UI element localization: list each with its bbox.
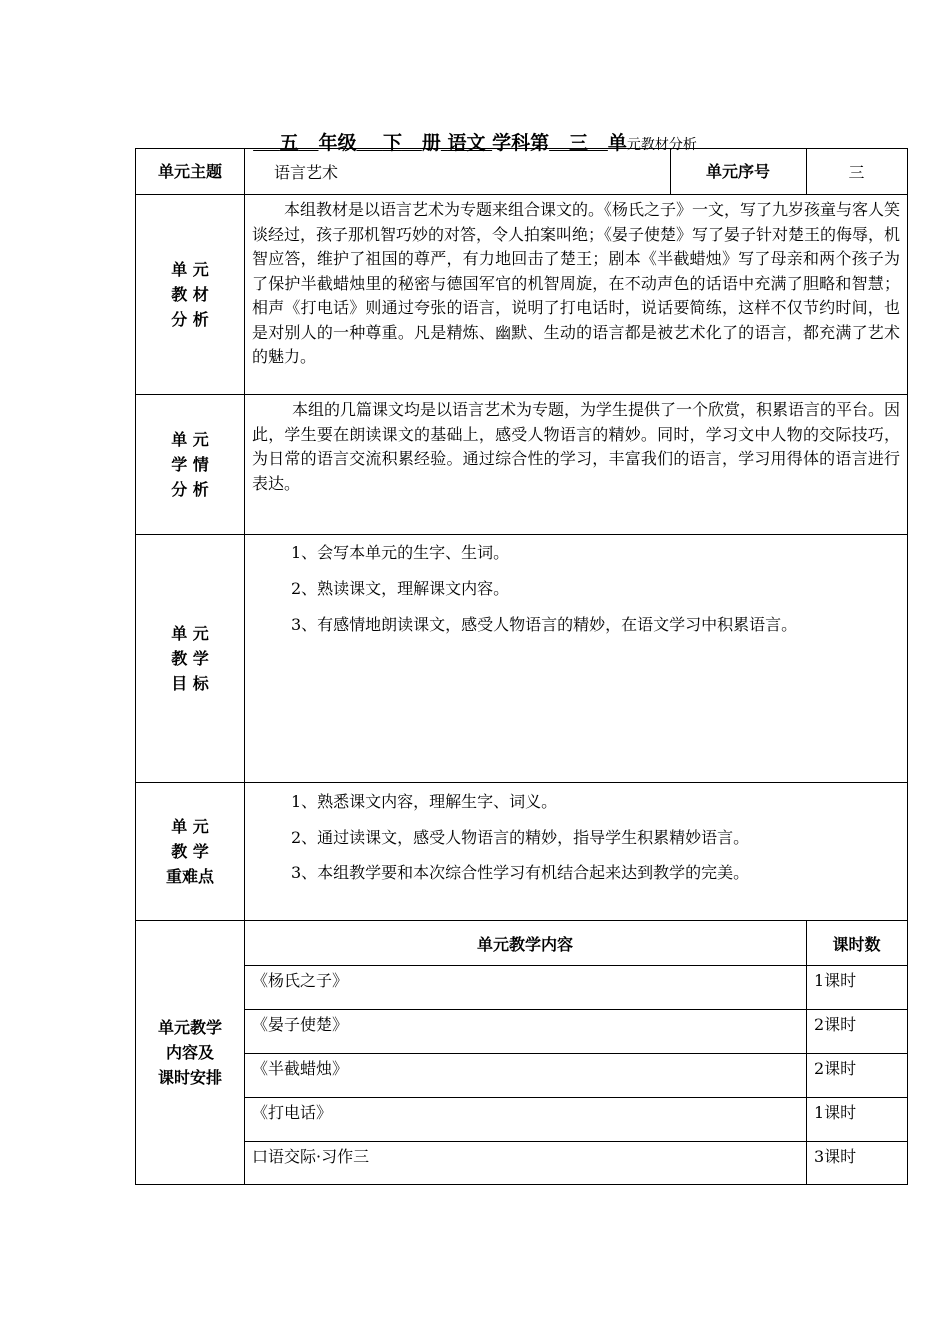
unit-seq-label: 单元序号 bbox=[705, 162, 770, 181]
schedule-content-header: 单元教学内容 bbox=[476, 935, 573, 954]
student-analysis-text: 本组的几篇课文均是以语言艺术为专题，为学生提供了一个欣赏，积累语言的平台。因此，学生要在朗读课文的基础上，感受人物语言的精妙。同时，学习文中人物的交际技巧，为日常的语言交流积累经验。通过综合性的学习，丰富我们的语言，学习用得体的语言进行表达。 bbox=[252, 400, 901, 493]
unit-seq-value: 三 bbox=[848, 163, 865, 182]
schedule-row-divider bbox=[244, 1009, 907, 1010]
title-subject: 语文 bbox=[447, 132, 486, 154]
analysis-table bbox=[135, 148, 908, 1185]
teaching-goal-item: 1、会写本单元的生字、生词。 bbox=[291, 543, 510, 562]
schedule-row-divider bbox=[244, 1053, 907, 1054]
textbook-analysis-label: 单 元 教 材 分 析 bbox=[171, 259, 209, 329]
row-divider bbox=[136, 194, 907, 195]
schedule-row-hours: 2课时 bbox=[814, 1059, 857, 1078]
schedule-row-divider bbox=[244, 1141, 907, 1142]
row-divider bbox=[136, 920, 907, 921]
key-point-item: 1、熟悉课文内容，理解生字、词义。 bbox=[291, 792, 558, 811]
title-tail: 元教材分析 bbox=[626, 137, 697, 153]
textbook-analysis-text: 本组教材是以语言艺术为专题来组合课文的。《杨氏之子》一文，写了九岁孩童与客人笑谈经过，孩子那机智巧妙的对答，令人拍案叫绝；《晏子使楚》写了晏子针对楚王的侮辱，机智应答，维护了祖国的尊严，有力地回击了楚王；剧本《半截蜡烛》写了母亲和两个孩子为了保护半截蜡烛里的秘密与德国军官的机智周旋，在不动声色的话语中充满了胆略和智慧；相声《打电话》则通过夸张的语言，说明了打电话时，说话要简练，这样不仅节约时间，也是对别人的一种尊重。凡是精炼、幽默、生动的语言都是被艺术化了的语言，都充满了艺术的魅力。 bbox=[252, 200, 901, 366]
schedule-row-content: 《半截蜡烛》 bbox=[252, 1059, 349, 1078]
key-points-label: 单 元 教 学 重难点 bbox=[165, 816, 214, 886]
teaching-goal-item: 2、熟读课文，理解课文内容。 bbox=[291, 579, 510, 598]
row-divider bbox=[136, 782, 907, 783]
key-point-item: 2、通过读课文，感受人物语言的精妙，指导学生积累精妙语言。 bbox=[291, 828, 750, 847]
schedule-row-hours: 1课时 bbox=[814, 1103, 857, 1122]
schedule-label: 单元教学 内容及 课时安排 bbox=[157, 1017, 222, 1087]
teaching-goals-label: 单 元 教 学 目 标 bbox=[171, 623, 209, 693]
schedule-row-content: 《杨氏之子》 bbox=[252, 971, 349, 990]
student-analysis-label: 单 元 学 情 分 析 bbox=[171, 429, 209, 499]
schedule-row-hours: 2课时 bbox=[814, 1015, 857, 1034]
title-volume-suffix: 册 bbox=[421, 132, 441, 154]
title-grade: 五 bbox=[279, 132, 299, 154]
row-divider bbox=[136, 394, 907, 395]
column-divider bbox=[806, 920, 807, 1184]
unit-theme-value: 语言艺术 bbox=[274, 163, 339, 182]
schedule-row-hours: 1课时 bbox=[814, 971, 857, 990]
schedule-row-content: 口语交际·习作三 bbox=[252, 1147, 370, 1166]
title-unit-no: 三 bbox=[568, 132, 588, 154]
key-point-item: 3、本组教学要和本次综合性学习有机结合起来达到教学的完美。 bbox=[291, 863, 750, 882]
schedule-row-divider bbox=[244, 965, 907, 966]
schedule-row-content: 《打电话》 bbox=[252, 1103, 333, 1122]
title-unit-suffix: 单 bbox=[607, 132, 627, 154]
schedule-row-hours: 3课时 bbox=[814, 1147, 857, 1166]
schedule-row-divider bbox=[244, 1097, 907, 1098]
schedule-row-content: 《晏子使楚》 bbox=[252, 1015, 349, 1034]
teaching-goal-item: 3、有感情地朗读课文，感受人物语言的精妙，在语文学习中积累语言。 bbox=[291, 615, 798, 634]
schedule-hours-header: 课时数 bbox=[832, 935, 881, 954]
column-divider bbox=[244, 149, 245, 1184]
title-volume: 下 bbox=[382, 132, 402, 154]
title-grade-suffix: 年级 bbox=[318, 132, 357, 154]
unit-theme-label: 单元主题 bbox=[157, 162, 222, 181]
row-divider bbox=[136, 534, 907, 535]
title-subject-suffix: 学科第 bbox=[492, 132, 550, 154]
